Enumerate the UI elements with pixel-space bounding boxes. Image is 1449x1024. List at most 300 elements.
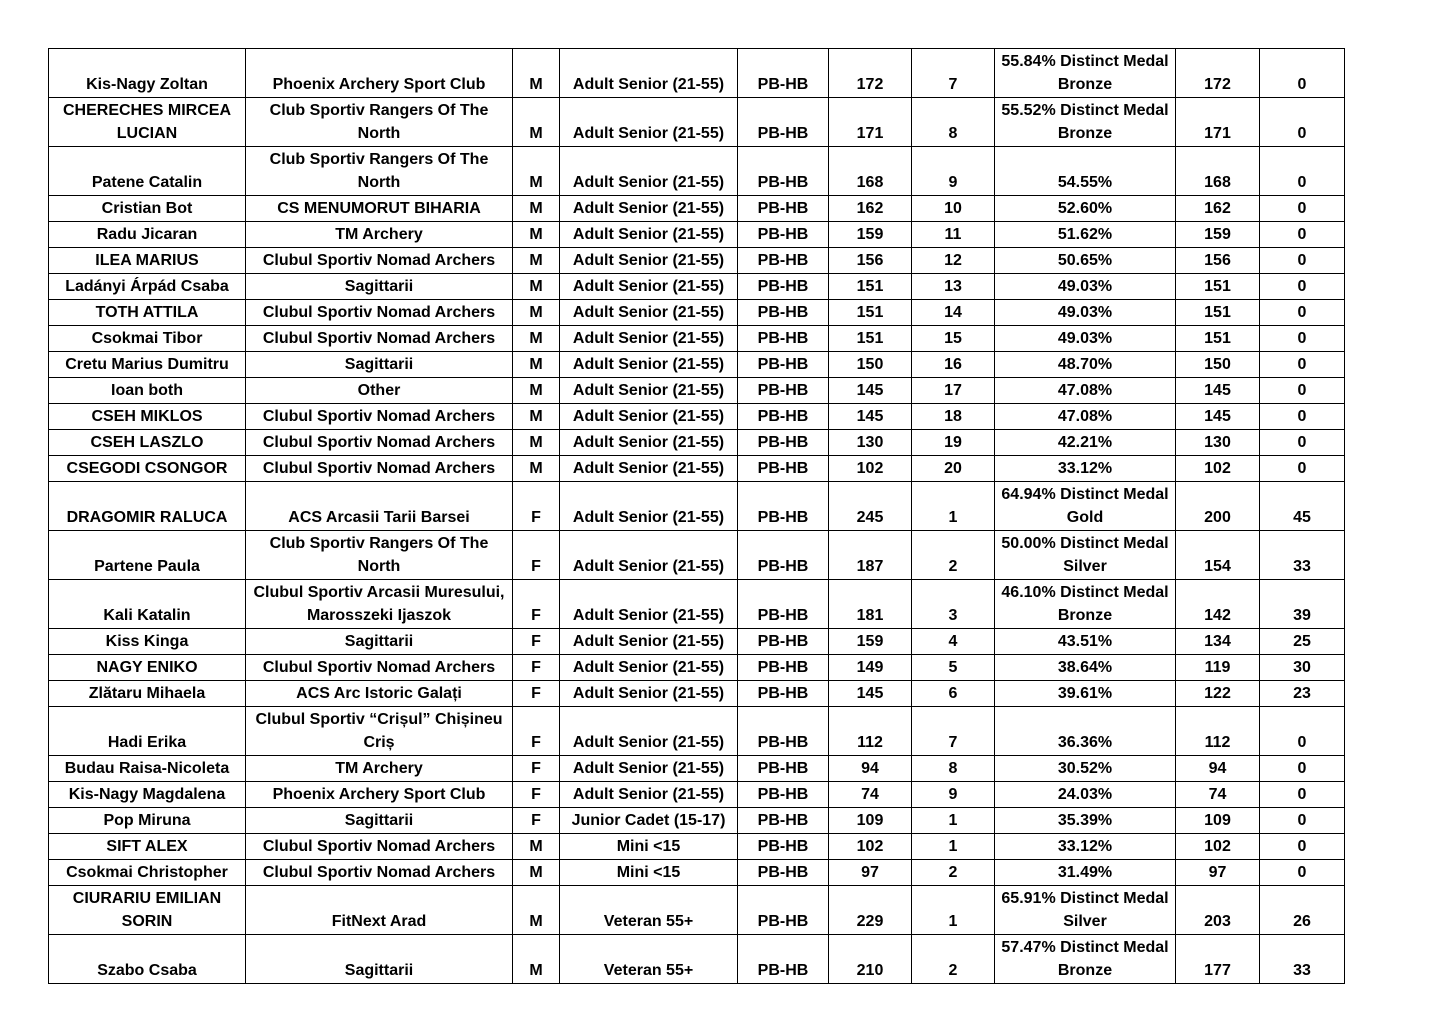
score-cell: 109 bbox=[829, 808, 912, 834]
club-cell: CS MENUMORUT BIHARIA bbox=[246, 196, 513, 222]
percentage-medal-cell: 39.61% bbox=[995, 681, 1176, 707]
table-row bbox=[49, 629, 1345, 655]
division-cell: PB-HB bbox=[738, 430, 829, 456]
column-10-cell: 0 bbox=[1260, 222, 1345, 248]
column-10-cell: 0 bbox=[1260, 834, 1345, 860]
archer-name-cell: Cristian Bot bbox=[49, 196, 246, 222]
column-10-cell: 0 bbox=[1260, 808, 1345, 834]
table-row bbox=[49, 404, 1345, 430]
score-cell: 162 bbox=[829, 196, 912, 222]
club-cell: Clubul Sportiv Nomad Archers bbox=[246, 430, 513, 456]
score-cell: 172 bbox=[829, 49, 912, 98]
archer-name-cell: Radu Jicaran bbox=[49, 222, 246, 248]
percentage-medal-cell: 49.03% bbox=[995, 300, 1176, 326]
score-cell: 130 bbox=[829, 430, 912, 456]
archer-name-cell: DRAGOMIR RALUCA bbox=[49, 482, 246, 531]
score-cell: 151 bbox=[829, 274, 912, 300]
column-9-cell: 151 bbox=[1176, 274, 1260, 300]
column-9-cell: 119 bbox=[1176, 655, 1260, 681]
column-9-cell: 150 bbox=[1176, 352, 1260, 378]
percentage-medal-cell: 55.84% Distinct Medal Bronze bbox=[995, 49, 1176, 98]
club-cell: Clubul Sportiv Nomad Archers bbox=[246, 834, 513, 860]
archer-name-cell: Kis-Nagy Zoltan bbox=[49, 49, 246, 98]
division-cell: PB-HB bbox=[738, 49, 829, 98]
column-10-cell: 39 bbox=[1260, 580, 1345, 629]
column-10-cell: 0 bbox=[1260, 782, 1345, 808]
table-row bbox=[49, 300, 1345, 326]
club-cell: Clubul Sportiv Nomad Archers bbox=[246, 456, 513, 482]
score-cell: 151 bbox=[829, 300, 912, 326]
score-cell: 94 bbox=[829, 756, 912, 782]
archer-name-cell: Csokmai Tibor bbox=[49, 326, 246, 352]
column-9-cell: 112 bbox=[1176, 707, 1260, 756]
division-cell: PB-HB bbox=[738, 456, 829, 482]
gender-cell: M bbox=[513, 834, 560, 860]
division-cell: PB-HB bbox=[738, 580, 829, 629]
table-row bbox=[49, 834, 1345, 860]
score-cell: 187 bbox=[829, 531, 912, 580]
percentage-medal-cell: 31.49% bbox=[995, 860, 1176, 886]
percentage-medal-cell: 50.65% bbox=[995, 248, 1176, 274]
gender-cell: M bbox=[513, 935, 560, 984]
score-cell: 181 bbox=[829, 580, 912, 629]
column-9-cell: 171 bbox=[1176, 98, 1260, 147]
column-9-cell: 74 bbox=[1176, 782, 1260, 808]
column-9-cell: 130 bbox=[1176, 430, 1260, 456]
gender-cell: M bbox=[513, 352, 560, 378]
gender-cell: M bbox=[513, 147, 560, 196]
archer-name-cell: Kiss Kinga bbox=[49, 629, 246, 655]
table-row bbox=[49, 782, 1345, 808]
club-cell: Other bbox=[246, 378, 513, 404]
table-row bbox=[49, 681, 1345, 707]
percentage-medal-cell: 36.36% bbox=[995, 707, 1176, 756]
percentage-medal-cell: 48.70% bbox=[995, 352, 1176, 378]
age-category-cell: Adult Senior (21-55) bbox=[560, 456, 738, 482]
rank-cell: 1 bbox=[912, 834, 995, 860]
column-10-cell: 0 bbox=[1260, 248, 1345, 274]
age-category-cell: Adult Senior (21-55) bbox=[560, 782, 738, 808]
age-category-cell: Veteran 55+ bbox=[560, 935, 738, 984]
rank-cell: 8 bbox=[912, 98, 995, 147]
score-cell: 97 bbox=[829, 860, 912, 886]
column-10-cell: 0 bbox=[1260, 756, 1345, 782]
rank-cell: 9 bbox=[912, 147, 995, 196]
archer-name-cell: SIFT ALEX bbox=[49, 834, 246, 860]
table-row bbox=[49, 147, 1345, 196]
division-cell: PB-HB bbox=[738, 378, 829, 404]
club-cell: Clubul Sportiv Nomad Archers bbox=[246, 300, 513, 326]
percentage-medal-cell: 33.12% bbox=[995, 456, 1176, 482]
rank-cell: 2 bbox=[912, 860, 995, 886]
table-row bbox=[49, 580, 1345, 629]
archer-name-cell: Ioan both bbox=[49, 378, 246, 404]
table-row bbox=[49, 886, 1345, 935]
column-10-cell: 0 bbox=[1260, 147, 1345, 196]
archer-name-cell: CSEGODI CSONGOR bbox=[49, 456, 246, 482]
club-cell: Sagittarii bbox=[246, 274, 513, 300]
gender-cell: M bbox=[513, 886, 560, 935]
age-category-cell: Adult Senior (21-55) bbox=[560, 222, 738, 248]
rank-cell: 11 bbox=[912, 222, 995, 248]
column-10-cell: 33 bbox=[1260, 935, 1345, 984]
table-row bbox=[49, 808, 1345, 834]
score-cell: 102 bbox=[829, 834, 912, 860]
column-10-cell: 0 bbox=[1260, 456, 1345, 482]
rank-cell: 20 bbox=[912, 456, 995, 482]
column-10-cell: 45 bbox=[1260, 482, 1345, 531]
club-cell: Sagittarii bbox=[246, 808, 513, 834]
score-cell: 151 bbox=[829, 326, 912, 352]
column-9-cell: 172 bbox=[1176, 49, 1260, 98]
column-9-cell: 109 bbox=[1176, 808, 1260, 834]
age-category-cell: Adult Senior (21-55) bbox=[560, 580, 738, 629]
club-cell: Clubul Sportiv Nomad Archers bbox=[246, 326, 513, 352]
score-cell: 145 bbox=[829, 378, 912, 404]
table-row bbox=[49, 222, 1345, 248]
table-row bbox=[49, 456, 1345, 482]
percentage-medal-cell: 55.52% Distinct Medal Bronze bbox=[995, 98, 1176, 147]
division-cell: PB-HB bbox=[738, 782, 829, 808]
rank-cell: 1 bbox=[912, 482, 995, 531]
column-10-cell: 23 bbox=[1260, 681, 1345, 707]
percentage-medal-cell: 46.10% Distinct Medal Bronze bbox=[995, 580, 1176, 629]
division-cell: PB-HB bbox=[738, 886, 829, 935]
column-9-cell: 200 bbox=[1176, 482, 1260, 531]
age-category-cell: Adult Senior (21-55) bbox=[560, 430, 738, 456]
archer-name-cell: CHERECHES MIRCEA LUCIAN bbox=[49, 98, 246, 147]
division-cell: PB-HB bbox=[738, 274, 829, 300]
column-9-cell: 134 bbox=[1176, 629, 1260, 655]
division-cell: PB-HB bbox=[738, 482, 829, 531]
division-cell: PB-HB bbox=[738, 681, 829, 707]
age-category-cell: Adult Senior (21-55) bbox=[560, 482, 738, 531]
column-9-cell: 145 bbox=[1176, 404, 1260, 430]
table-row bbox=[49, 531, 1345, 580]
score-cell: 149 bbox=[829, 655, 912, 681]
division-cell: PB-HB bbox=[738, 935, 829, 984]
gender-cell: F bbox=[513, 580, 560, 629]
percentage-medal-cell: 30.52% bbox=[995, 756, 1176, 782]
archer-name-cell: TOTH ATTILA bbox=[49, 300, 246, 326]
gender-cell: M bbox=[513, 378, 560, 404]
table-row bbox=[49, 352, 1345, 378]
gender-cell: M bbox=[513, 326, 560, 352]
archer-name-cell: CIURARIU EMILIAN SORIN bbox=[49, 886, 246, 935]
percentage-medal-cell: 33.12% bbox=[995, 834, 1176, 860]
column-9-cell: 162 bbox=[1176, 196, 1260, 222]
column-9-cell: 102 bbox=[1176, 456, 1260, 482]
rank-cell: 9 bbox=[912, 782, 995, 808]
percentage-medal-cell: 51.62% bbox=[995, 222, 1176, 248]
column-10-cell: 0 bbox=[1260, 352, 1345, 378]
club-cell: Phoenix Archery Sport Club bbox=[246, 49, 513, 98]
age-category-cell: Veteran 55+ bbox=[560, 886, 738, 935]
table-row bbox=[49, 378, 1345, 404]
club-cell: Club Sportiv Rangers Of The North bbox=[246, 98, 513, 147]
gender-cell: F bbox=[513, 655, 560, 681]
rank-cell: 15 bbox=[912, 326, 995, 352]
gender-cell: M bbox=[513, 860, 560, 886]
column-10-cell: 0 bbox=[1260, 98, 1345, 147]
score-cell: 210 bbox=[829, 935, 912, 984]
table-row bbox=[49, 274, 1345, 300]
division-cell: PB-HB bbox=[738, 248, 829, 274]
gender-cell: M bbox=[513, 274, 560, 300]
division-cell: PB-HB bbox=[738, 98, 829, 147]
age-category-cell: Mini <15 bbox=[560, 860, 738, 886]
rank-cell: 7 bbox=[912, 49, 995, 98]
score-cell: 145 bbox=[829, 404, 912, 430]
gender-cell: F bbox=[513, 707, 560, 756]
age-category-cell: Adult Senior (21-55) bbox=[560, 629, 738, 655]
column-9-cell: 159 bbox=[1176, 222, 1260, 248]
table-row bbox=[49, 655, 1345, 681]
column-9-cell: 122 bbox=[1176, 681, 1260, 707]
gender-cell: M bbox=[513, 49, 560, 98]
results-table bbox=[48, 48, 1345, 984]
club-cell: ACS Arcasii Tarii Barsei bbox=[246, 482, 513, 531]
percentage-medal-cell: 50.00% Distinct Medal Silver bbox=[995, 531, 1176, 580]
archer-name-cell: Patene Catalin bbox=[49, 147, 246, 196]
archer-name-cell: Ladányi Árpád Csaba bbox=[49, 274, 246, 300]
division-cell: PB-HB bbox=[738, 300, 829, 326]
club-cell: Phoenix Archery Sport Club bbox=[246, 782, 513, 808]
division-cell: PB-HB bbox=[738, 196, 829, 222]
table-row bbox=[49, 482, 1345, 531]
gender-cell: M bbox=[513, 456, 560, 482]
division-cell: PB-HB bbox=[738, 629, 829, 655]
column-9-cell: 154 bbox=[1176, 531, 1260, 580]
archer-name-cell: Kali Katalin bbox=[49, 580, 246, 629]
column-9-cell: 177 bbox=[1176, 935, 1260, 984]
archer-name-cell: Zlătaru Mihaela bbox=[49, 681, 246, 707]
table-row bbox=[49, 756, 1345, 782]
percentage-medal-cell: 57.47% Distinct Medal Bronze bbox=[995, 935, 1176, 984]
column-9-cell: 151 bbox=[1176, 326, 1260, 352]
age-category-cell: Adult Senior (21-55) bbox=[560, 681, 738, 707]
column-9-cell: 168 bbox=[1176, 147, 1260, 196]
club-cell: ACS Arc Istoric Galați bbox=[246, 681, 513, 707]
gender-cell: F bbox=[513, 782, 560, 808]
archer-name-cell: Partene Paula bbox=[49, 531, 246, 580]
club-cell: TM Archery bbox=[246, 756, 513, 782]
score-cell: 150 bbox=[829, 352, 912, 378]
age-category-cell: Adult Senior (21-55) bbox=[560, 49, 738, 98]
club-cell: Club Sportiv Rangers Of The North bbox=[246, 147, 513, 196]
rank-cell: 13 bbox=[912, 274, 995, 300]
gender-cell: M bbox=[513, 300, 560, 326]
percentage-medal-cell: 35.39% bbox=[995, 808, 1176, 834]
gender-cell: F bbox=[513, 482, 560, 531]
age-category-cell: Adult Senior (21-55) bbox=[560, 655, 738, 681]
column-10-cell: 0 bbox=[1260, 860, 1345, 886]
column-10-cell: 0 bbox=[1260, 430, 1345, 456]
age-category-cell: Adult Senior (21-55) bbox=[560, 274, 738, 300]
score-cell: 156 bbox=[829, 248, 912, 274]
rank-cell: 14 bbox=[912, 300, 995, 326]
table-row bbox=[49, 860, 1345, 886]
percentage-medal-cell: 47.08% bbox=[995, 378, 1176, 404]
division-cell: PB-HB bbox=[738, 222, 829, 248]
club-cell: Club Sportiv Rangers Of The North bbox=[246, 531, 513, 580]
age-category-cell: Adult Senior (21-55) bbox=[560, 378, 738, 404]
table-row bbox=[49, 98, 1345, 147]
rank-cell: 19 bbox=[912, 430, 995, 456]
column-10-cell: 0 bbox=[1260, 49, 1345, 98]
division-cell: PB-HB bbox=[738, 655, 829, 681]
division-cell: PB-HB bbox=[738, 860, 829, 886]
score-cell: 171 bbox=[829, 98, 912, 147]
column-9-cell: 94 bbox=[1176, 756, 1260, 782]
percentage-medal-cell: 47.08% bbox=[995, 404, 1176, 430]
column-10-cell: 30 bbox=[1260, 655, 1345, 681]
archer-name-cell: Csokmai Christopher bbox=[49, 860, 246, 886]
age-category-cell: Adult Senior (21-55) bbox=[560, 147, 738, 196]
rank-cell: 1 bbox=[912, 886, 995, 935]
gender-cell: M bbox=[513, 222, 560, 248]
rank-cell: 6 bbox=[912, 681, 995, 707]
club-cell: Sagittarii bbox=[246, 629, 513, 655]
table-row bbox=[49, 707, 1345, 756]
percentage-medal-cell: 38.64% bbox=[995, 655, 1176, 681]
age-category-cell: Adult Senior (21-55) bbox=[560, 300, 738, 326]
age-category-cell: Adult Senior (21-55) bbox=[560, 98, 738, 147]
club-cell: TM Archery bbox=[246, 222, 513, 248]
score-cell: 159 bbox=[829, 222, 912, 248]
age-category-cell: Adult Senior (21-55) bbox=[560, 248, 738, 274]
table-row bbox=[49, 430, 1345, 456]
age-category-cell: Adult Senior (21-55) bbox=[560, 404, 738, 430]
column-10-cell: 25 bbox=[1260, 629, 1345, 655]
age-category-cell: Junior Cadet (15-17) bbox=[560, 808, 738, 834]
archer-name-cell: Budau Raisa-Nicoleta bbox=[49, 756, 246, 782]
rank-cell: 8 bbox=[912, 756, 995, 782]
division-cell: PB-HB bbox=[738, 404, 829, 430]
archer-name-cell: Hadi Erika bbox=[49, 707, 246, 756]
column-9-cell: 145 bbox=[1176, 378, 1260, 404]
rank-cell: 16 bbox=[912, 352, 995, 378]
age-category-cell: Adult Senior (21-55) bbox=[560, 531, 738, 580]
score-cell: 145 bbox=[829, 681, 912, 707]
club-cell: Sagittarii bbox=[246, 935, 513, 984]
division-cell: PB-HB bbox=[738, 147, 829, 196]
percentage-medal-cell: 49.03% bbox=[995, 274, 1176, 300]
column-9-cell: 151 bbox=[1176, 300, 1260, 326]
column-10-cell: 0 bbox=[1260, 196, 1345, 222]
score-cell: 112 bbox=[829, 707, 912, 756]
club-cell: Clubul Sportiv Arcasii Muresului, Marosszeki Ijaszok bbox=[246, 580, 513, 629]
gender-cell: F bbox=[513, 681, 560, 707]
club-cell: FitNext Arad bbox=[246, 886, 513, 935]
column-9-cell: 156 bbox=[1176, 248, 1260, 274]
age-category-cell: Adult Senior (21-55) bbox=[560, 326, 738, 352]
gender-cell: F bbox=[513, 756, 560, 782]
division-cell: PB-HB bbox=[738, 756, 829, 782]
score-cell: 168 bbox=[829, 147, 912, 196]
score-cell: 159 bbox=[829, 629, 912, 655]
division-cell: PB-HB bbox=[738, 352, 829, 378]
table-row bbox=[49, 935, 1345, 984]
division-cell: PB-HB bbox=[738, 707, 829, 756]
rank-cell: 18 bbox=[912, 404, 995, 430]
percentage-medal-cell: 64.94% Distinct Medal Gold bbox=[995, 482, 1176, 531]
results-table-body bbox=[49, 49, 1345, 984]
gender-cell: M bbox=[513, 404, 560, 430]
club-cell: Clubul Sportiv Nomad Archers bbox=[246, 860, 513, 886]
archer-name-cell: Pop Miruna bbox=[49, 808, 246, 834]
rank-cell: 10 bbox=[912, 196, 995, 222]
archer-name-cell: ILEA MARIUS bbox=[49, 248, 246, 274]
division-cell: PB-HB bbox=[738, 808, 829, 834]
club-cell: Sagittarii bbox=[246, 352, 513, 378]
column-10-cell: 0 bbox=[1260, 300, 1345, 326]
gender-cell: M bbox=[513, 430, 560, 456]
age-category-cell: Adult Senior (21-55) bbox=[560, 352, 738, 378]
club-cell: Clubul Sportiv Nomad Archers bbox=[246, 248, 513, 274]
gender-cell: M bbox=[513, 98, 560, 147]
percentage-medal-cell: 54.55% bbox=[995, 147, 1176, 196]
percentage-medal-cell: 24.03% bbox=[995, 782, 1176, 808]
column-10-cell: 33 bbox=[1260, 531, 1345, 580]
archer-name-cell: Kis-Nagy Magdalena bbox=[49, 782, 246, 808]
age-category-cell: Adult Senior (21-55) bbox=[560, 756, 738, 782]
archer-name-cell: Szabo Csaba bbox=[49, 935, 246, 984]
division-cell: PB-HB bbox=[738, 834, 829, 860]
table-row bbox=[49, 196, 1345, 222]
rank-cell: 17 bbox=[912, 378, 995, 404]
age-category-cell: Adult Senior (21-55) bbox=[560, 707, 738, 756]
archer-name-cell: Cretu Marius Dumitru bbox=[49, 352, 246, 378]
club-cell: Clubul Sportiv “Crișul” Chișineu Criș bbox=[246, 707, 513, 756]
score-cell: 229 bbox=[829, 886, 912, 935]
column-9-cell: 97 bbox=[1176, 860, 1260, 886]
archer-name-cell: CSEH MIKLOS bbox=[49, 404, 246, 430]
column-10-cell: 0 bbox=[1260, 404, 1345, 430]
age-category-cell: Adult Senior (21-55) bbox=[560, 196, 738, 222]
column-9-cell: 102 bbox=[1176, 834, 1260, 860]
rank-cell: 7 bbox=[912, 707, 995, 756]
age-category-cell: Mini <15 bbox=[560, 834, 738, 860]
table-row bbox=[49, 49, 1345, 98]
percentage-medal-cell: 52.60% bbox=[995, 196, 1176, 222]
gender-cell: F bbox=[513, 808, 560, 834]
table-row bbox=[49, 326, 1345, 352]
gender-cell: M bbox=[513, 248, 560, 274]
percentage-medal-cell: 43.51% bbox=[995, 629, 1176, 655]
score-cell: 74 bbox=[829, 782, 912, 808]
gender-cell: F bbox=[513, 629, 560, 655]
rank-cell: 1 bbox=[912, 808, 995, 834]
rank-cell: 3 bbox=[912, 580, 995, 629]
column-9-cell: 203 bbox=[1176, 886, 1260, 935]
rank-cell: 12 bbox=[912, 248, 995, 274]
column-10-cell: 0 bbox=[1260, 707, 1345, 756]
column-10-cell: 0 bbox=[1260, 274, 1345, 300]
score-cell: 245 bbox=[829, 482, 912, 531]
archer-name-cell: NAGY ENIKO bbox=[49, 655, 246, 681]
gender-cell: M bbox=[513, 196, 560, 222]
score-cell: 102 bbox=[829, 456, 912, 482]
table-row bbox=[49, 248, 1345, 274]
rank-cell: 2 bbox=[912, 935, 995, 984]
rank-cell: 5 bbox=[912, 655, 995, 681]
column-10-cell: 0 bbox=[1260, 378, 1345, 404]
gender-cell: F bbox=[513, 531, 560, 580]
column-10-cell: 0 bbox=[1260, 326, 1345, 352]
percentage-medal-cell: 49.03% bbox=[995, 326, 1176, 352]
archer-name-cell: CSEH LASZLO bbox=[49, 430, 246, 456]
